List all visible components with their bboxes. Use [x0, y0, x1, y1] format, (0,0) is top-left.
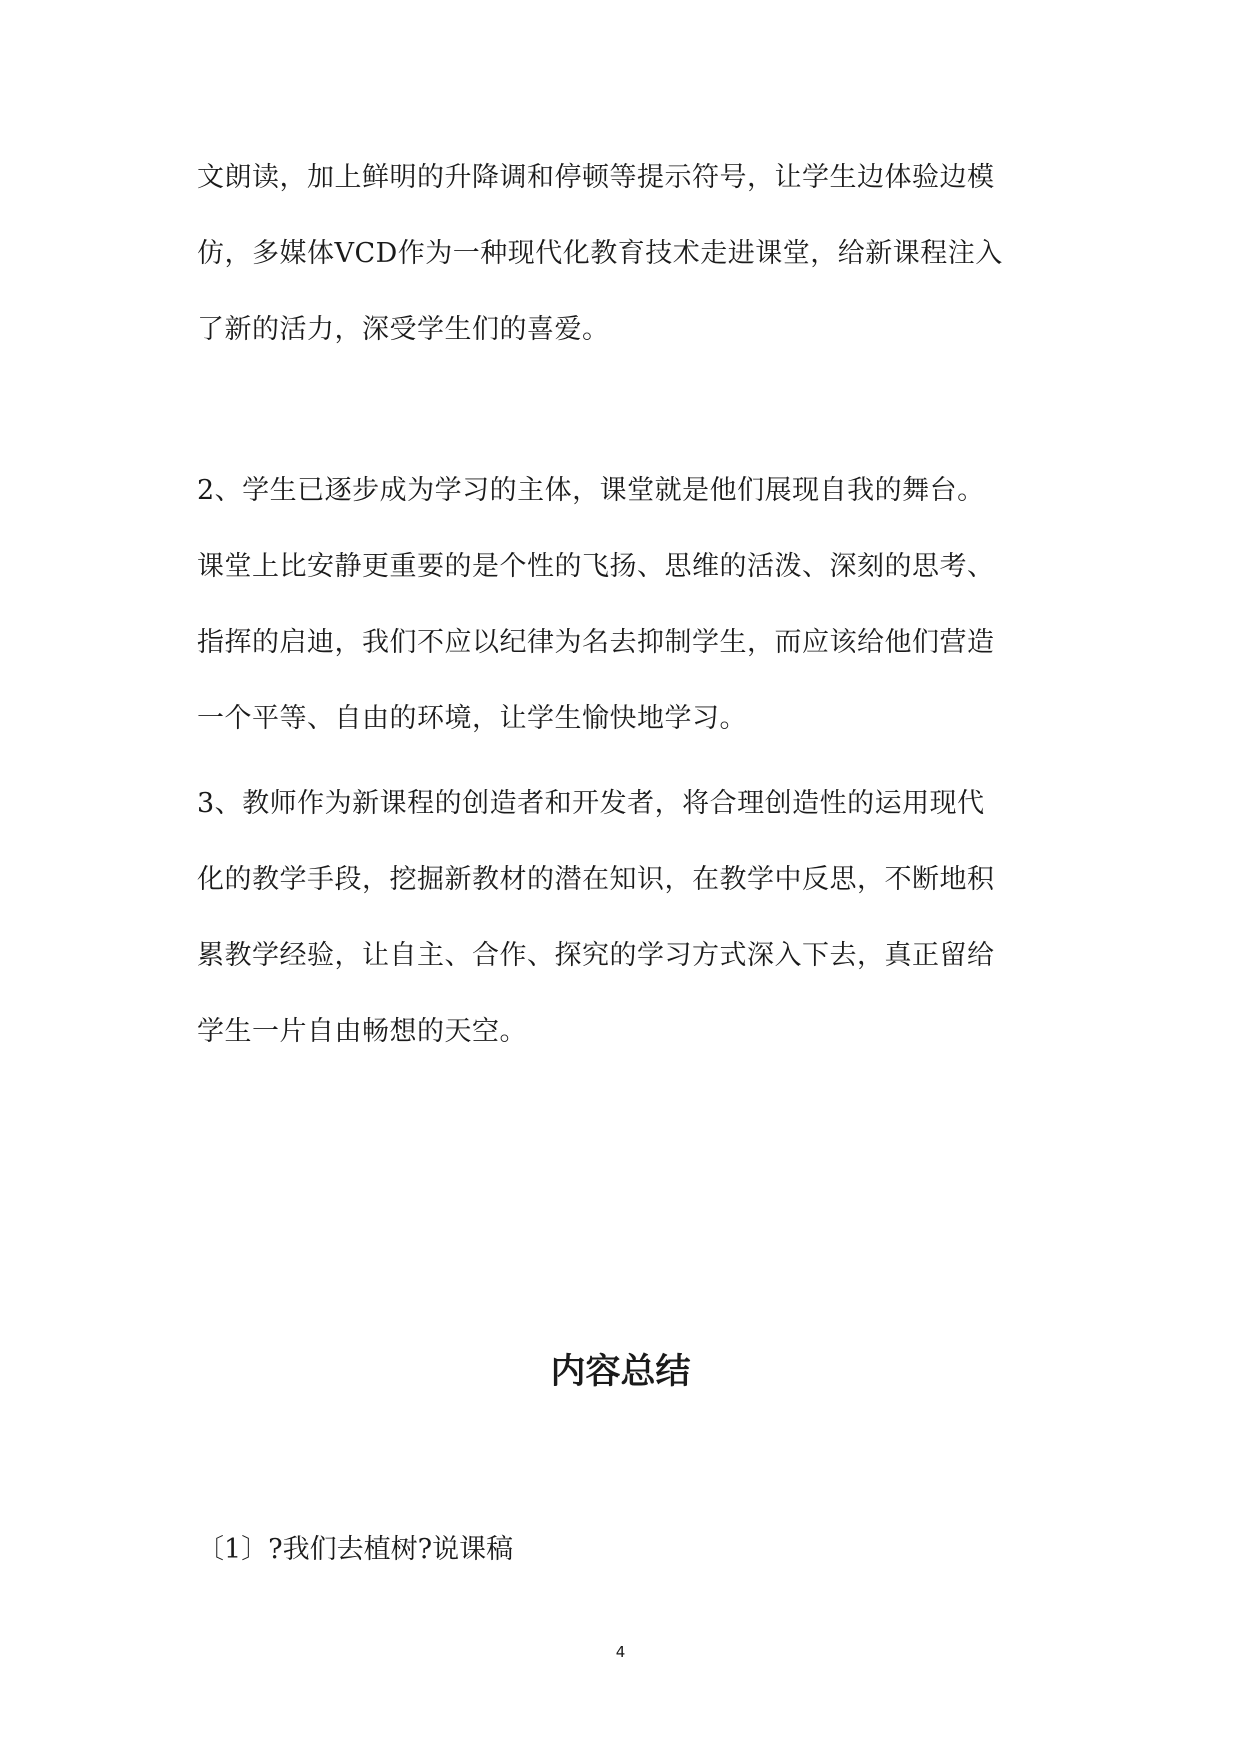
paragraph-line: 文朗读，加上鲜明的升降调和停顿等提示符号，让学生边体验边模 [197, 162, 995, 193]
paragraph-point-3 [197, 766, 1057, 1070]
paragraph-line: 3、教师作为新课程的创造者和开发者，将合理创造性的运用现代 [197, 788, 985, 819]
summary-item: 〔1〕?我们去植树?说课稿 [197, 1534, 514, 1565]
paragraph-continuation [197, 140, 1057, 368]
paragraph-line: 2、学生已逐步成为学习的主体，课堂就是他们展现自我的舞台。 [197, 475, 985, 506]
paragraph-point-2 [197, 453, 1057, 757]
paragraph-line: 了新的活力，深受学生们的喜爱。 [197, 314, 610, 345]
paragraph-line: 指挥的启迪，我们不应以纪律为名去抑制学生，而应该给他们营造 [197, 627, 995, 658]
paragraph-line: 课堂上比安静更重要的是个性的飞扬、思维的活泼、深刻的思考、 [197, 551, 995, 582]
summary-heading: 内容总结 [550, 1352, 691, 1392]
paragraph-line: 化的教学手段，挖掘新教材的潜在知识，在教学中反思，不断地积 [197, 864, 995, 895]
paragraph-line: 累教学经验，让自主、合作、探究的学习方式深入下去，真正留给 [197, 940, 995, 971]
paragraph-line: 仿，多媒体VCD作为一种现代化教育技术走进课堂，给新课程注入 [197, 238, 1003, 269]
page-number: 4 [615, 1643, 626, 1661]
paragraph-line: 一个平等、自由的环境，让学生愉快地学习。 [197, 703, 747, 734]
paragraph-line: 学生一片自由畅想的天空。 [197, 1016, 527, 1047]
